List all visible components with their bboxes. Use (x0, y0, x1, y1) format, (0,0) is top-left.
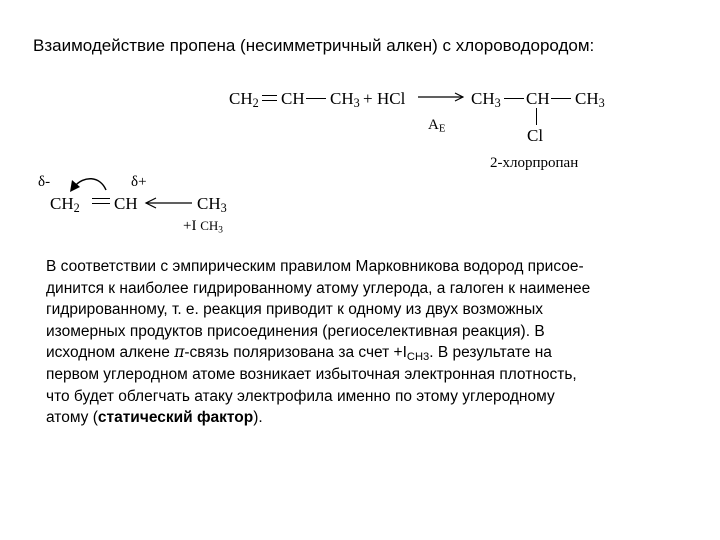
reactant-ch3-text: CH (330, 89, 354, 108)
body-line-1: В соответствии с эмпирическим правилом Марковникова водород присое- (46, 258, 584, 275)
body-line-5-c: . В результате на (429, 344, 552, 362)
polar-ch3-text: CH (197, 194, 221, 213)
hcl: HCl (377, 89, 406, 108)
body-line-5-b: -связь поляризована за счет +I (184, 344, 407, 362)
body-line-4: изомерных продуктов присоединения (региоселективная реакция). В (46, 322, 545, 340)
polar-ch2-text: CH (50, 194, 74, 213)
product-ch3-left-sub: 3 (494, 96, 501, 111)
inductive-group-sub: 3 (218, 225, 223, 236)
delta-plus: δ+ (131, 174, 147, 190)
delta-minus: δ- (38, 174, 51, 190)
body-line-2: динится к наиболее гидрированному атому углерода, а галоген к наименее (46, 279, 591, 297)
polar-ch: CH (114, 194, 138, 213)
product-cl: Cl (527, 126, 544, 145)
body-line-8-b: ). (253, 409, 263, 427)
reactant-ch2-sub: 2 (252, 96, 259, 111)
body-paragraph (46, 256, 686, 429)
pi-symbol: π (174, 343, 185, 362)
polar-ch3-sub: 3 (220, 201, 227, 216)
curved-shift-arrow-icon (74, 179, 106, 190)
polar-ch2-sub: 2 (73, 201, 80, 216)
body-line-6: первом углеродном атоме возникает избыточная электронная плотность, (46, 365, 577, 383)
mechanism-text: A (428, 117, 439, 133)
static-factor-term: статический фактор (97, 409, 254, 427)
product-ch: CH (526, 89, 550, 108)
body-line-8-a: атому ( (46, 409, 98, 427)
body-line-5 (46, 342, 686, 364)
body-line-8 (46, 407, 686, 429)
product-ch3-right-sub: 3 (598, 96, 605, 111)
body-line-3: гидрированному, т. е. реакция приводит к одному из двух возможных (46, 301, 543, 319)
mechanism-sub: E (438, 122, 446, 135)
reactant-ch3-sub: 3 (353, 96, 360, 111)
reactant-ch2-text: CH (229, 89, 253, 108)
reactant-ch: CH (281, 89, 305, 108)
body-line-5-a: исходном алкене (46, 344, 175, 362)
inductive-effect-text: +I (183, 218, 197, 234)
product-name: 2-хлорпропан (490, 155, 579, 171)
product-ch3-right-text: CH (575, 89, 599, 108)
slide-title: Взаимодействие пропена (несимметричный алкен) с хлороводородом: (33, 36, 595, 55)
product-ch3-left-text: CH (471, 89, 495, 108)
inductive-group-text: CH (200, 218, 219, 233)
body-line-7: что будет облегчать атаку электрофила именно по этому углеродному (46, 387, 555, 405)
plus-sign: + (363, 89, 373, 108)
body-line-5-sub: CH3 (406, 351, 430, 364)
